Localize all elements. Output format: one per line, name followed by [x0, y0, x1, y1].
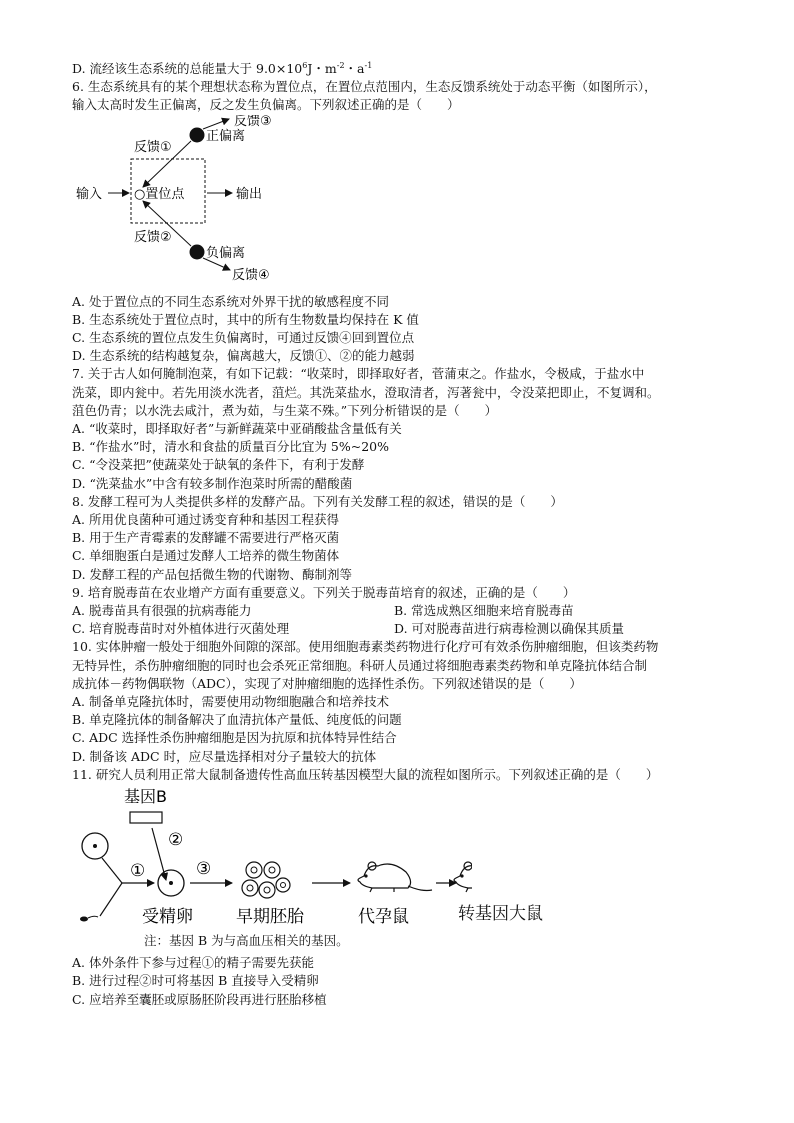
q10-option-c: C. ADC 选择性杀伤肿瘤细胞是因为抗原和抗体特异性结合	[72, 730, 397, 746]
transgenic-rat-flow-svg	[72, 788, 472, 954]
step3-label: ③	[196, 859, 212, 880]
q7-stem-line3: 菹色仍青；以水洗去咸汁，煮为茹，与生菜不殊。”下列分析错误的是（ ）	[72, 402, 498, 418]
q6-option-c: C. 生态系统的置位点发生负偏离时，可通过反馈④回到置位点	[72, 330, 415, 346]
q6-option-b: B. 生态系统处于置位点时，其中的所有生物数量均保持在 K 值	[72, 311, 419, 327]
gene-b-box	[130, 812, 162, 823]
positive-deviation-dot	[190, 127, 205, 142]
gene-b-label: 基因B	[124, 788, 167, 807]
feedback3-arrow	[203, 119, 229, 129]
sperm-line	[100, 883, 122, 916]
q10-stem-line1: 10. 实体肿瘤一般处于细胞外间隙的深部。使用细胞毒素类药物进行化疗可有效杀伤肿瘤细胞，但该类药物	[72, 639, 659, 655]
zygote-label: 受精卵	[142, 907, 193, 928]
q10-stem-line3: 成抗体－药物偶联物（ADC），实现了对肿瘤细胞的选择性杀伤。下列叙述错误的是（ ）	[72, 675, 582, 691]
q9-option-a: A. 脱毒苗具有很强的抗病毒能力	[72, 603, 252, 619]
feedback2-label: 反馈②	[134, 229, 172, 245]
feedback1-label: 反馈①	[134, 139, 172, 155]
q9-options-row2	[72, 620, 732, 638]
q8-stem: 8. 发酵工程可为人类提供多样的发酵产品。下列有关发酵工程的叙述，错误的是（ ）	[72, 493, 563, 509]
exam-page	[72, 60, 732, 1009]
q8-option-d: D. 发酵工程的产品包括微生物的代谢物、酶制剂等	[72, 566, 353, 582]
output-label: 输出	[236, 186, 263, 202]
step2-label: ②	[168, 830, 184, 851]
q5-option-d-text: D. 流经该生态系统的总能量大于 9.0×10	[72, 61, 303, 76]
surrogate-rat-icon	[358, 862, 432, 892]
input-label: 输入	[76, 186, 103, 202]
early-embryo-label: 早期胚胎	[236, 907, 304, 928]
setpoint-diagram	[72, 115, 732, 293]
q7-option-b: B. “作盐水”时，清水和食盐的质量百分比宜为 5%~20%	[72, 439, 389, 455]
positive-deviation-label: 正偏离	[206, 128, 246, 144]
q11-option-b: B. 进行过程②时可将基因 B 直接导入受精卵	[72, 973, 319, 989]
q11-figure-note: 注：基因 B 为与高血压相关的基因。	[144, 933, 349, 949]
q11-option-c: C. 应培养至囊胚或原肠胚阶段再进行胚胎移植	[72, 991, 327, 1007]
q9-stem: 9. 培育脱毒苗在农业增产方面有重要意义。下列关于脱毒苗培育的叙述，正确的是（ ）	[72, 584, 576, 600]
q10-option-a: A. 制备单克隆抗体时，需要使用动物细胞融合和培养技术	[72, 694, 389, 710]
feedback3-label: 反馈③	[234, 114, 272, 129]
q8-option-b: B. 用于生产青霉素的发酵罐不需要进行严格灭菌	[72, 530, 340, 546]
q7-option-d: D. “洗菜盐水”中含有较多制作泡菜时所需的醋酸菌	[72, 475, 353, 491]
q9-options-row1	[72, 602, 732, 620]
negative-deviation-dot	[190, 244, 205, 259]
sperm-head	[80, 917, 88, 922]
q10-option-b: B. 单克隆抗体的制备解决了血清抗体产量低、纯度低的问题	[72, 712, 402, 728]
q8-option-c: C. 单细胞蛋白是通过发酵人工培养的微生物菌体	[72, 548, 340, 564]
setpoint-label: ○置位点	[134, 186, 185, 202]
negative-deviation-label: 负偏离	[206, 245, 246, 261]
q9-option-d: D. 可对脱毒苗进行病毒检测以确保其质量	[394, 621, 625, 637]
early-embryo-cells	[242, 862, 290, 898]
q9-option-b: B. 常选成熟区细胞来培育脱毒苗	[394, 603, 574, 619]
q11-stem: 11. 研究人员利用正常大鼠制备遗传性高血压转基因模型大鼠的流程如图所示。下列叙述正确的是（ ）	[72, 766, 659, 782]
q6-option-a: A. 处于置位点的不同生态系统对外界干扰的敏感程度不同	[72, 293, 389, 309]
step1-label: ①	[130, 861, 146, 882]
feedback4-label: 反馈④	[232, 267, 270, 283]
exponent: 6	[302, 60, 308, 70]
q10-option-d: D. 制备该 ADC 时，应尽量选择相对分子量较大的抗体	[72, 748, 377, 764]
sperm-tail	[88, 916, 98, 918]
q5-option-d	[72, 60, 732, 78]
zygote-nucleus	[169, 881, 173, 885]
oocyte-line	[102, 858, 122, 883]
unit-text: ・a	[344, 61, 365, 76]
q6-stem-line2: 输入太高时发生正偏离，反之发生负偏离。下列叙述正确的是（ ）	[72, 97, 460, 113]
transgenic-rat-icon	[454, 862, 472, 892]
q6-option-d: D. 生态系统的结构越复杂，偏离越大，反馈①、②的能力越弱	[72, 348, 415, 364]
q7-stem-line2: 洗菜，即内瓮中。若先用淡水洗者，菹烂。其洗菜盐水，澄取清者，泻著瓮中，令没菜把即止，不复调和。	[72, 384, 660, 400]
exponent: -1	[364, 60, 373, 70]
q7-stem-line1: 7. 关于古人如何腌制泡菜，有如下记载：“收菜时，即择取好者，菅蒲束之。作盐水，令极咸，于盐水中	[72, 366, 645, 382]
exponent: -2	[336, 60, 345, 70]
q10-stem-line2: 无特异性，杀伤肿瘤细胞的同时也会杀死正常细胞。科研人员通过将细胞毒素类药物和单克隆抗体结合制	[72, 657, 648, 673]
q9-option-c: C. 培育脱毒苗时对外植体进行灭菌处理	[72, 621, 290, 637]
transgenic-rat-label: 转基因大鼠	[458, 904, 543, 925]
setpoint-diagram-svg	[72, 115, 372, 293]
q7-option-a: A. “收菜时，即择取好者”与新鲜蔬菜中亚硝酸盐含量低有关	[72, 421, 402, 437]
q8-option-a: A. 所用优良菌种可通过诱变育种和基因工程获得	[72, 512, 339, 528]
q11-option-a: A. 体外条件下参与过程①的精子需要先获能	[72, 955, 314, 971]
surrogate-rat-label: 代孕鼠	[358, 907, 409, 928]
oocyte-nucleus	[93, 844, 97, 848]
unit-text: J・m	[307, 61, 337, 76]
q6-stem-line1: 6. 生态系统具有的某个理想状态称为置位点，在置位点范围内，生态反馈系统处于动态平衡（如图所示），	[72, 79, 657, 95]
q7-option-c: C. “令没菜把”使蔬菜处于缺氧的条件下，有利于发酵	[72, 457, 365, 473]
transgenic-rat-flow-diagram	[72, 788, 732, 954]
